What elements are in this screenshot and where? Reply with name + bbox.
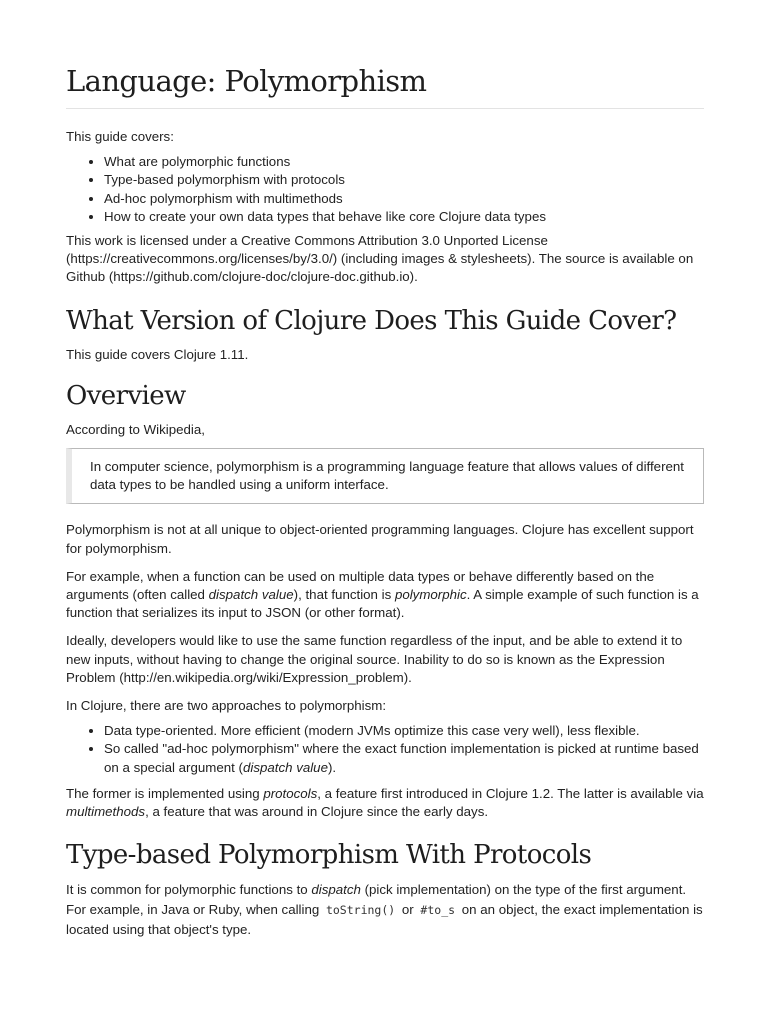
protocols-term: protocols [263,785,318,801]
paragraph: In Clojure, there are two approaches to polymorphism: [66,698,387,714]
dispatch-term: dispatch [311,882,361,898]
paragraph: The former is implemented using protocols, a feature first introduced in Clojure 1.2. The latter is available via multimethods, a feature that was around in Clojure since the early days. [66,785,704,820]
blockquote [66,448,704,504]
article [66,62,704,940]
wiki-intro: According to Wikipedia, [66,421,205,437]
dispatch-value-term: dispatch value [242,759,328,775]
version-text: This guide covers Clojure 1.11. [66,346,249,362]
list-item: • So called "ad-hoc polymorphism" where the exact function implementation is picked at runtime based on a special argument (dispatch value). [104,740,704,776]
protocols-heading: Type-based Polymorphism With Protocols [66,840,592,871]
list-item: • What are polymorphic functions [104,153,704,171]
covers-list [66,153,704,226]
list-item: • Ad-hoc polymorphism with multimethods [104,190,704,208]
paragraph: For example, when a function can be used on multiple data types or behave differently based on the arguments (often called dispatch value), that function is polymorphic. A simple example of such function is a function that serializes its input to JSON (or other format). [66,568,699,621]
dispatch-value-term: dispatch value [208,587,294,603]
approaches-list [66,722,704,777]
page-title: Language: Polymorphism [66,62,704,109]
list-item: • Data type-oriented. More efficient (modern JVMs optimize this case very well), less flexible. [104,722,704,740]
list-item: • How to create your own data types that behave like core Clojure data types [104,208,704,226]
polymorphic-term: polymorphic [394,587,467,603]
paragraph: Polymorphism is not at all unique to object-oriented programming languages. Clojure has excellent support for polymorphism. [66,522,694,556]
code-tostring: toString() [325,902,396,917]
quote-text: In computer science, polymorphism is a programming language feature that allows values of different data types to be handled using a uniform interface. [90,459,684,493]
code-to-s: #to_s [420,902,456,917]
intro-text: This guide covers: [66,129,174,144]
overview-heading: Overview [66,380,186,411]
license-text: This work is licensed under a Creative Commons Attribution 3.0 Unported License (https://creativecommons.org/licenses/by/3.0/) (including images & stylesheets). The source is available on Github (https://github.com/clojure-doc/clojure-doc.github.io). [66,233,694,285]
paragraph: Ideally, developers would like to use the same function regardless of the input, and be able to extend it to new inputs, without having to change the original source. Inability to do so is known as the Expression Problem (http://en.wikipedia.org/wiki/Expression_problem). [66,633,683,685]
paragraph: It is common for polymorphic functions to dispatch (pick implementation) on the type of the first argument. For example, in Java or Ruby, when calling toString() or #to_s on an object, the exact implementation is located using that object's type. [66,882,703,938]
list-item: • Type-based polymorphism with protocols [104,171,704,189]
version-heading: What Version of Clojure Does This Guide Cover? [66,305,677,336]
multimethods-term: multimethods [66,804,146,820]
